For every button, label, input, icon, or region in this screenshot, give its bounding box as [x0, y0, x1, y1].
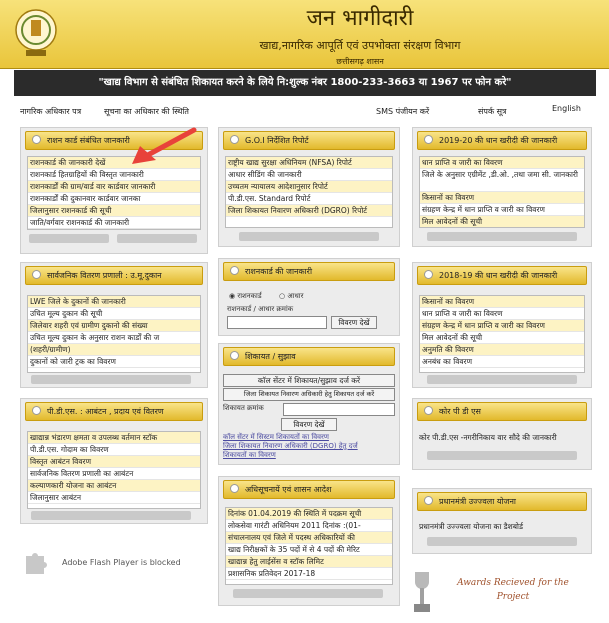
call-center-complaints-link[interactable]: कॉल सेंटर में सिस्टम शिकायतों का विवरण: [223, 433, 329, 441]
list-item[interactable]: अनबंध का विवरण: [420, 356, 584, 368]
list-item[interactable]: जिलेवार शहरी एवं ग्रामीण दुकानो की संख्या: [28, 320, 200, 332]
paddy-2019-panel: [412, 127, 592, 247]
panel-title: प्रधानमंत्री उज्ज्वला योजना: [439, 497, 516, 506]
site-title: जन भागीदारी: [306, 6, 414, 31]
pds-shop-panel-header: [25, 266, 203, 285]
pds-shop-panel: [20, 262, 208, 388]
core-pds-link[interactable]: कोर पी.डी.एस -नगरीनिकाय वार सौदे की जानकारी: [419, 433, 557, 442]
bullet-icon: [424, 406, 433, 415]
bullet-icon: [230, 135, 239, 144]
radio-label: राशनकार्ड: [237, 292, 262, 300]
list-item[interactable]: जिले के अनुसार एग्रीमेंट ,डी.ओ. ,तथा जमा सी. जानकारी: [420, 169, 584, 192]
plugin-puzzle-icon: [22, 548, 50, 576]
list-item[interactable]: सार्वजनिक वितरण प्रणाली का आबंटन: [28, 468, 200, 480]
paddy-2018-panel: [412, 262, 592, 388]
redacted-row: [31, 375, 191, 384]
goi-panel-header: [223, 131, 395, 150]
list-item[interactable]: किसानों का विवरण: [420, 192, 584, 204]
notifications-list: [225, 507, 393, 585]
bullet-icon: [424, 496, 433, 505]
list-item[interactable]: उच्चतम न्यायालय आदेशानुसार रिपोर्ट: [226, 181, 392, 193]
radio-aadhaar[interactable]: ○ आधार: [279, 292, 304, 300]
bullet-icon: [424, 270, 433, 279]
list-item[interactable]: उचित मूल्य दुकान की सूची: [28, 308, 200, 320]
nav-contact[interactable]: संपर्क सूत्र: [478, 107, 507, 116]
ration-card-list: [27, 156, 201, 230]
bullet-icon: [424, 135, 433, 144]
list-item[interactable]: खाद्यान्न भंडारण क्षमता व उपलब्ध वर्तमान स्टॉक: [28, 432, 200, 444]
panel-title: 2019-20 की धान खरीदी की जानकारी: [439, 136, 558, 145]
list-item[interactable]: प्रशासनिक प्रतिवेदन 2017-18: [226, 568, 392, 580]
list-item[interactable]: धान प्राप्ति व जारी का विवरण: [420, 308, 584, 320]
list-item[interactable]: जिलानुसार आबंटन: [28, 492, 200, 504]
pds-allotment-list: [27, 431, 201, 509]
panel-title: शिकायत / सुझाव: [245, 352, 296, 361]
goi-report-list: [225, 156, 393, 228]
list-item[interactable]: दिनांक 01.04.2019 की स्थिति में पदक्रम सूची: [226, 508, 392, 520]
core-pds-panel: [412, 398, 592, 470]
panel-title: पी.डी.एस. : आबंटन , प्रदाय एवं वितरण: [47, 407, 164, 416]
bullet-icon: [230, 266, 239, 275]
list-item[interactable]: उचित मूल्य दुकान के अनुसार राशन कार्डों की ज: [28, 332, 200, 344]
redacted-row: [427, 375, 577, 384]
ujjwala-panel: [412, 488, 592, 554]
dgro-complaint-button[interactable]: जिला शिकायत निवारण अधिकारी हेतु शिकायत दर्ज करें: [223, 388, 395, 401]
list-item[interactable]: संचालनालय एवं जिले में पदस्थ अधिकारियों की: [226, 532, 392, 544]
paddy-2019-panel-header: [417, 131, 587, 150]
redacted-row: [29, 234, 109, 243]
ujjwala-panel-header: [417, 492, 587, 511]
panel-title: कोर पी डी एस: [439, 407, 481, 416]
core-pds-panel-header: [417, 402, 587, 421]
list-item[interactable]: किसानों का विवरण: [420, 296, 584, 308]
nav-rti[interactable]: सूचना का अधिकार की स्थिति: [104, 107, 189, 116]
complaint-view-button[interactable]: विवरण देखें: [281, 418, 337, 431]
list-item[interactable]: दुकानों को जारी ट्रक का विवरण: [28, 356, 200, 368]
redacted-row: [233, 589, 383, 598]
site-header: [0, 0, 609, 69]
list-item[interactable]: विस्तृत आबंटन विवरण: [28, 456, 200, 468]
goi-report-panel: [218, 127, 400, 247]
ration-field-label: राशनकार्ड / आधार क्रमांक: [227, 305, 294, 313]
ujjwala-dashboard-link[interactable]: प्रधानमंत्री उज्ज्वला योजना का डैशबोर्ड: [419, 522, 523, 531]
redacted-row: [117, 234, 197, 243]
complaint-panel-header: [223, 347, 395, 366]
department-name: खाद्य,नागरिक आपूर्ति एवं उपभोक्ता संरक्षण विभाग: [259, 39, 461, 52]
dgro-complaints-link-2[interactable]: शिकायतों का विवरण: [223, 451, 276, 459]
pds-allotment-panel-header: [25, 402, 203, 421]
pds-shop-list: [27, 295, 201, 373]
panel-title: G.O.I निर्देशित रिपोर्ट: [245, 136, 309, 145]
list-item[interactable]: राशनकार्डों की दुकानवार कार्डवार जानका: [28, 193, 200, 205]
list-item[interactable]: आधार सीडिंग की जानकारी: [226, 169, 392, 181]
panel-title: 2018-19 की धान खरीदी की जानकारी: [439, 271, 558, 280]
panel-title: राशनकार्ड की जानकारी: [245, 267, 313, 276]
complaint-panel: [218, 343, 400, 465]
radio-label: आधार: [287, 292, 304, 300]
awards-banner[interactable]: [405, 568, 585, 618]
state-emblem-icon: [14, 6, 58, 60]
nav-citizen-rights[interactable]: नागरिक अधिकार पत्र: [20, 107, 82, 116]
list-item[interactable]: राशनकार्डों की ग्राम/वार्ड वार कार्डवार जानकारी: [28, 181, 200, 193]
notifications-panel: [218, 476, 400, 606]
view-details-button[interactable]: विवरण देखें: [331, 316, 377, 329]
list-item[interactable]: (शहरी/ग्रामीण): [28, 344, 200, 356]
flash-blocked-message: Adobe Flash Player is blocked: [62, 558, 181, 567]
awards-line-2: Project: [496, 592, 530, 602]
bullet-icon: [230, 351, 239, 360]
list-item[interactable]: धान प्राप्ति व जारी का विवरण: [420, 157, 584, 169]
pds-allotment-panel: [20, 398, 208, 524]
call-center-complaint-button[interactable]: कॉल सेंटर में शिकायत/सुझाव दर्ज करें: [223, 374, 395, 387]
helpline-banner: "खाद्य विभाग से संबंधित शिकायत करने के लिये नि:शुल्क नंबर 1800-233-3663 या 1967 पर फोन करे": [14, 70, 596, 96]
list-item[interactable]: खाद्यान्न हेतु लाईसेंस व स्टॉक लिमिट: [226, 556, 392, 568]
ration-search-panel: [218, 258, 400, 336]
radio-ration-card[interactable]: ◉ राशनकार्ड: [229, 292, 262, 300]
paddy-2019-list: [419, 156, 585, 228]
nav-sms[interactable]: SMS पंजीयन करें: [376, 107, 430, 116]
government-name: छत्तीसगढ़ शासन: [336, 57, 384, 66]
list-item[interactable]: LWE जिले के दुकानों की जानकारी: [28, 296, 200, 308]
list-item[interactable]: पी.डी.एस. गोदाम का विवरण: [28, 444, 200, 456]
panel-title: अधिसूचनायें एवं शासन आदेश: [245, 485, 332, 494]
awards-line-1: Awards Recieved for the: [457, 578, 569, 588]
list-item[interactable]: मिल आवेदनों की सूची: [420, 332, 584, 344]
redacted-row: [427, 537, 577, 546]
list-item[interactable]: मिल आवेदनों की सूची: [420, 216, 584, 228]
list-item[interactable]: अनुमति की विवरण: [420, 344, 584, 356]
panel-title: सार्वजनिक वितरण प्रणाली : उ.मू.दुकान: [47, 271, 162, 280]
list-item[interactable]: कल्याणकारी योजना का आबंटन: [28, 480, 200, 492]
dgro-complaints-link[interactable]: जिला शिकायत निवारण अधिकारी (DGRO) हेतु दर्ज: [223, 442, 358, 450]
bullet-icon: [230, 484, 239, 493]
paddy-2018-panel-header: [417, 266, 587, 285]
list-item[interactable]: संग्रहण केन्द्र में धान प्राप्ति व जारी का विवरण: [420, 320, 584, 332]
list-item[interactable]: जाति/वर्गवार राशनकार्ड की जानकारी: [28, 217, 200, 229]
bullet-icon: [32, 270, 41, 279]
ration-search-panel-header: [223, 262, 395, 281]
list-item[interactable]: राष्ट्रीय खाद्य सुरक्षा अधिनियम (NFSA) रिपोर्ट: [226, 157, 392, 169]
list-item[interactable]: जिला शिकायत निवारण अधिकारी (DGRO) रिपोर्ट: [226, 205, 392, 217]
list-item[interactable]: संग्रहण केन्द्र में धान प्राप्ति व जारी का विवरण: [420, 204, 584, 216]
trophy-icon: [409, 568, 435, 618]
redacted-row: [31, 511, 191, 520]
redacted-row: [239, 232, 379, 241]
redacted-row: [427, 451, 577, 460]
list-item[interactable]: राशनकार्ड की जानकारी देखें: [28, 157, 200, 169]
panel-title: राशन कार्ड संबंधित जानकारी: [47, 136, 130, 145]
ration-number-input[interactable]: [227, 316, 327, 329]
list-item[interactable]: लोकसेवा गारंटी अधिनियम 2011 दिनांक :(01-: [226, 520, 392, 532]
list-item[interactable]: पी.डी.एस. Standard रिपोर्ट: [226, 193, 392, 205]
list-item[interactable]: जिलानुसार राशनकार्ड की सूची: [28, 205, 200, 217]
notifications-panel-header: [223, 480, 395, 499]
complaint-number-label: शिकायत क्रमांक: [223, 404, 264, 412]
complaint-number-input[interactable]: [283, 403, 395, 416]
redacted-row: [427, 232, 577, 241]
pointer-arrow-icon: [128, 126, 198, 166]
bullet-icon: [32, 135, 41, 144]
list-item[interactable]: राशनकार्ड हितग्राहियों की विस्तृत जानकारी: [28, 169, 200, 181]
paddy-2018-list: [419, 295, 585, 373]
bullet-icon: [32, 406, 41, 415]
nav-english[interactable]: English: [552, 104, 581, 113]
list-item[interactable]: खाद्य निरीक्षकों के 35 पदों में से 4 पदों की मेरिट: [226, 544, 392, 556]
